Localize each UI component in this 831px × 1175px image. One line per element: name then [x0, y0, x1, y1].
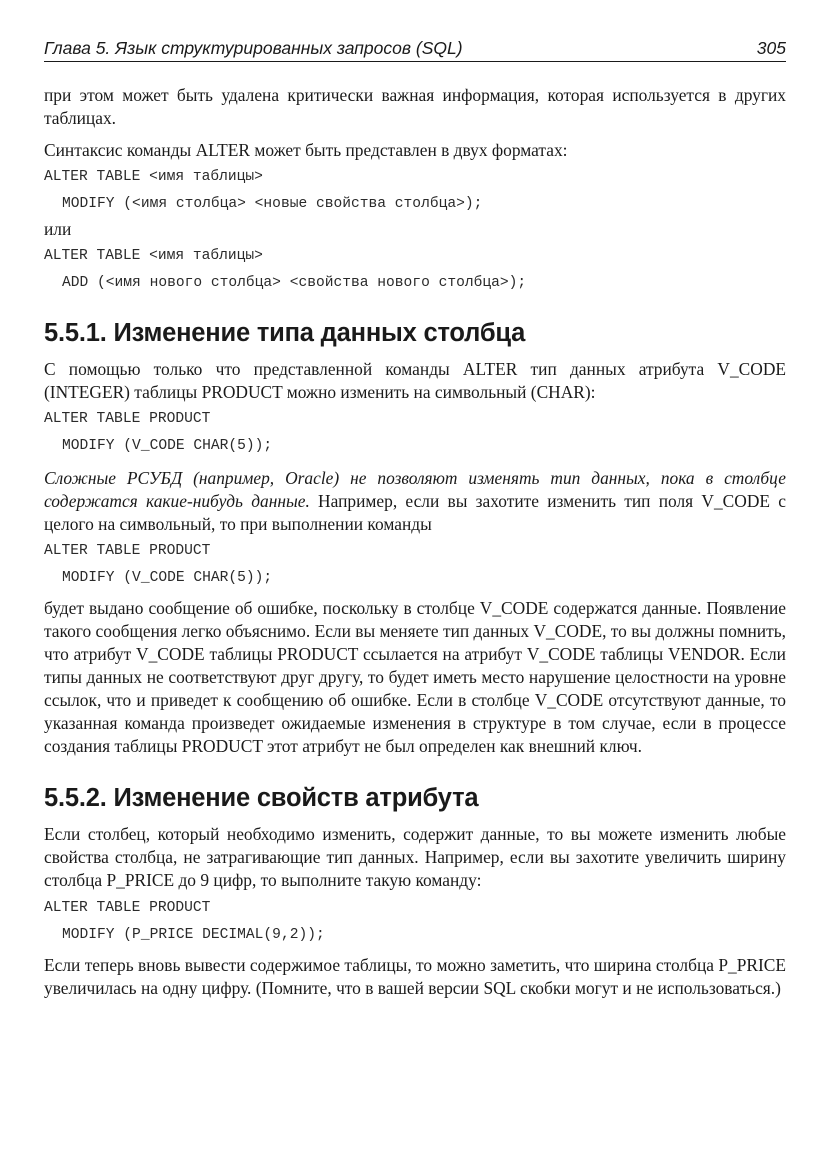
code-block-decimal	[44, 899, 786, 944]
book-page	[44, 38, 786, 1000]
paragraph-width-result: Если теперь вновь вывести содержимое таблицы, то можно заметить, что ширина столбца P_PRICE увеличилась на одну цифру. (Помните, что в вашей версии SQL скобки могут и не использоваться.)	[44, 955, 786, 998]
code-line: MODIFY (V_CODE CHAR(5));	[62, 570, 273, 586]
code-line: ALTER TABLE PRODUCT	[44, 411, 211, 427]
paragraph-rdbms-note	[44, 467, 786, 536]
italic-note: Сложные РСУБД (например, Oracle) не позволяют изменять тип данных, пока в столбце содержатся какие-нибудь данные.	[44, 468, 786, 511]
code-line: MODIFY (V_CODE CHAR(5));	[62, 438, 273, 454]
paragraph-error-explanation: будет выдано сообщение об ошибке, поскольку в столбце V_CODE содержатся данные. Появление такого сообщения легко объяснимо. Если вы меняете тип данных V_CODE, то вы должны помнить, что атрибут V_CODE таблицы PRODUCT ссылается на атрибут V_CODE таблицы VENDOR. Если типы данных не соответствуют друг другу, то будет иметь место нарушение целостности на уровне ссылок, что и приведет к сообщению об ошибке. Если в столбце V_CODE отсутствуют данные, то указанная команда произведет ожидаемые изменения в структуре в том случае, если в процессе создания таблицы PRODUCT этот атрибут не был определен как внешний ключ.	[44, 598, 786, 756]
section-heading-5-5-1: 5.5.1. Изменение типа данных столбца	[44, 319, 526, 347]
paragraph-alter-syntax: Синтаксис команды ALTER может быть представлен в двух форматах:	[44, 140, 568, 160]
section-heading-5-5-2: 5.5.2. Изменение свойств атрибута	[44, 784, 479, 812]
code-block-char-repeat	[44, 542, 786, 587]
paragraph-modify-properties: Если столбец, который необходимо изменить, содержит данные, то вы можете изменить любые свойства столбца, не затрагивающие тип данных. Например, если вы захотите увеличить ширину столбца P_PRICE до 9 цифр, то выполните такую команду:	[44, 824, 786, 890]
note-continuation: Например, если вы захотите изменить тип поля V_CODE с целого на символьный, то при выполнении команды	[44, 491, 786, 534]
code-line: ADD (<имя нового столбца> <свойства нового столбца>);	[62, 275, 527, 291]
paragraph-alter-type: С помощью только что представленной команды ALTER тип данных атрибута V_CODE (INTEGER) таблицы PRODUCT можно изменить на символьный (CHAR):	[44, 359, 786, 402]
paragraph-continuation: при этом может быть удалена критически важная информация, которая используется в других таблицах.	[44, 85, 786, 128]
code-line: MODIFY (<имя столбца> <новые свойства столбца>);	[62, 196, 483, 212]
code-line: ALTER TABLE PRODUCT	[44, 900, 211, 916]
code-line: ALTER TABLE PRODUCT	[44, 543, 211, 559]
paragraph-or: или	[44, 219, 72, 239]
code-line: MODIFY (P_PRICE DECIMAL(9,2));	[62, 927, 325, 943]
running-header	[44, 38, 786, 62]
code-block-add	[44, 247, 786, 292]
code-block-modify	[44, 168, 786, 213]
code-line: ALTER TABLE <имя таблицы>	[44, 248, 263, 264]
code-line: ALTER TABLE <имя таблицы>	[44, 169, 263, 185]
chapter-title: Глава 5. Язык структурированных запросов (SQL)	[44, 38, 463, 58]
page-number: 305	[756, 38, 786, 58]
code-block-char	[44, 410, 786, 455]
